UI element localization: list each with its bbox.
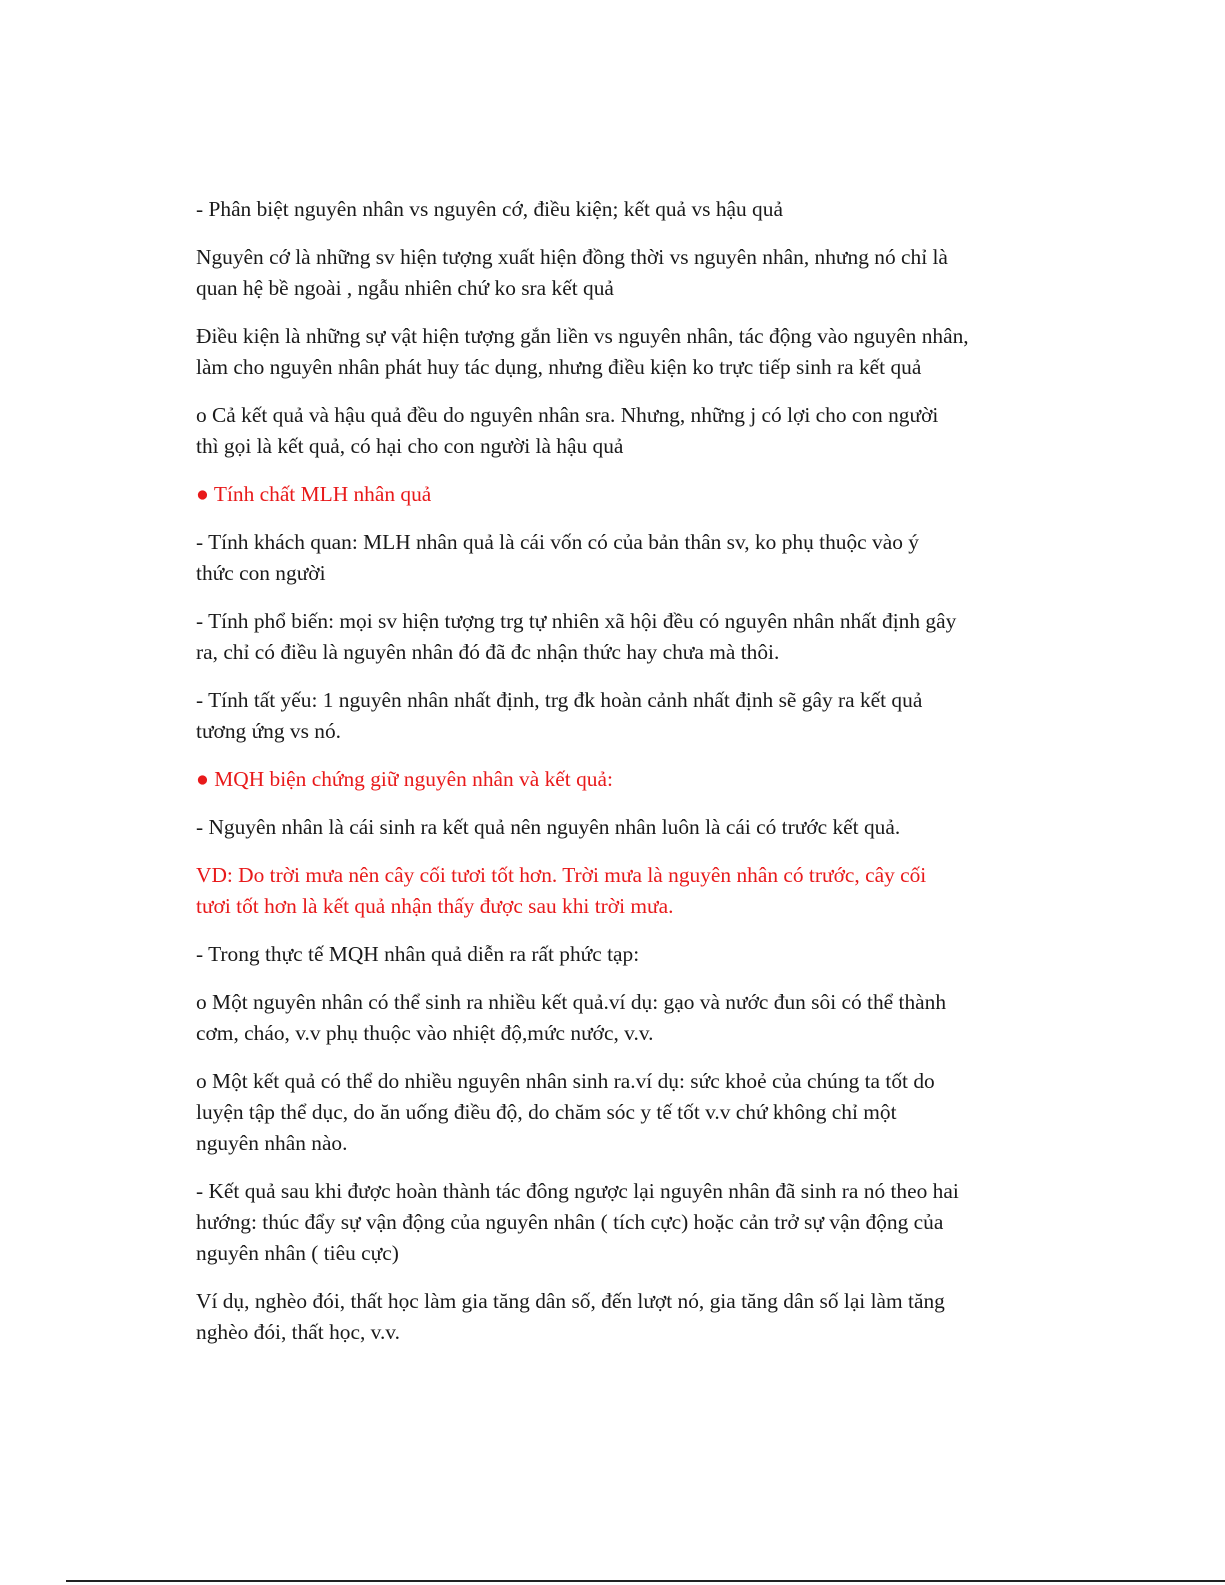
body-paragraph: [196, 400, 1066, 462]
text-line: nghèo đói, thất học, v.v.: [196, 1320, 400, 1344]
text-line: - Phân biệt nguyên nhân vs nguyên cớ, điều kiện; kết quả vs hậu quả: [196, 197, 783, 221]
text-line: quan hệ bề ngoài , ngẫu nhiên chứ ko sra kết quả: [196, 276, 614, 300]
text-line: luyện tập thể dục, do ăn uống điều độ, do chăm sóc y tế tốt v.v chứ không chỉ một: [196, 1100, 897, 1124]
body-paragraph: [196, 1176, 1066, 1269]
page-bottom-divider: [66, 1580, 1225, 1582]
text-line: nguyên nhân nào.: [196, 1131, 348, 1155]
text-line: - Trong thực tế MQH nhân quả diễn ra rất phức tạp:: [196, 942, 640, 966]
text-line: tươi tốt hơn là kết quả nhận thấy được sau khi trời mưa.: [196, 894, 674, 918]
body-paragraph: [196, 242, 1066, 304]
body-paragraph: [196, 1286, 1066, 1348]
body-paragraph: [196, 987, 1066, 1049]
body-paragraph: [196, 527, 1066, 589]
body-paragraph: [196, 321, 1066, 383]
text-line: - Nguyên nhân là cái sinh ra kết quả nên nguyên nhân luôn là cái có trước kết quả.: [196, 815, 901, 839]
text-line: - Tính phổ biến: mọi sv hiện tượng trg tự nhiên xã hội đều có nguyên nhân nhất định gây: [196, 609, 957, 633]
text-line: ● Tính chất MLH nhân quả: [196, 482, 432, 506]
text-line: o Một nguyên nhân có thể sinh ra nhiều kết quả.ví dụ: gạo và nước đun sôi có thể thành: [196, 990, 947, 1014]
highlighted-paragraph: [196, 764, 1066, 795]
body-paragraph: [196, 939, 1066, 970]
text-line: nguyên nhân ( tiêu cực): [196, 1241, 399, 1265]
body-paragraph: [196, 606, 1066, 668]
document-page: [196, 194, 1066, 1365]
text-line: o Cả kết quả và hậu quả đều do nguyên nhân sra. Nhưng, những j có lợi cho con người: [196, 403, 939, 427]
highlighted-paragraph: [196, 479, 1066, 510]
text-line: thức con người: [196, 561, 326, 585]
text-line: - Tính khách quan: MLH nhân quả là cái vốn có của bản thân sv, ko phụ thuộc vào ý: [196, 530, 919, 554]
text-line: làm cho nguyên nhân phát huy tác dụng, nhưng điều kiện ko trực tiếp sinh ra kết quả: [196, 355, 922, 379]
body-paragraph: [196, 1066, 1066, 1159]
body-paragraph: [196, 194, 1066, 225]
text-line: o Một kết quả có thể do nhiều nguyên nhân sinh ra.ví dụ: sức khoẻ của chúng ta tốt do: [196, 1069, 935, 1093]
text-line: Điều kiện là những sự vật hiện tượng gắn liền vs nguyên nhân, tác động vào nguyên nhân,: [196, 324, 969, 348]
text-line: - Tính tất yếu: 1 nguyên nhân nhất định, trg đk hoàn cảnh nhất định sẽ gây ra kết quả: [196, 688, 923, 712]
text-line: ra, chỉ có điều là nguyên nhân đó đã đc nhận thức hay chưa mà thôi.: [196, 640, 780, 664]
text-line: Ví dụ, nghèo đói, thất học làm gia tăng dân số, đến lượt nó, gia tăng dân số lại làm tăng: [196, 1289, 945, 1313]
text-line: tương ứng vs nó.: [196, 719, 342, 743]
text-line: - Kết quả sau khi được hoàn thành tác đông ngược lại nguyên nhân đã sinh ra nó theo hai: [196, 1179, 959, 1203]
body-paragraph: [196, 685, 1066, 747]
text-line: cơm, cháo, v.v phụ thuộc vào nhiệt độ,mức nước, v.v.: [196, 1021, 654, 1045]
text-line: Nguyên cớ là những sv hiện tượng xuất hiện đồng thời vs nguyên nhân, nhưng nó chỉ là: [196, 245, 948, 269]
text-line: thì gọi là kết quả, có hại cho con người là hậu quả: [196, 434, 624, 458]
text-line: VD: Do trời mưa nên cây cối tươi tốt hơn. Trời mưa là nguyên nhân có trước, cây cối: [196, 863, 927, 887]
text-line: hướng: thúc đẩy sự vận động của nguyên nhân ( tích cực) hoặc cản trở sự vận động của: [196, 1210, 944, 1234]
body-paragraph: [196, 812, 1066, 843]
highlighted-paragraph: [196, 860, 1066, 922]
text-line: ● MQH biện chứng giữ nguyên nhân và kết quả:: [196, 767, 613, 791]
